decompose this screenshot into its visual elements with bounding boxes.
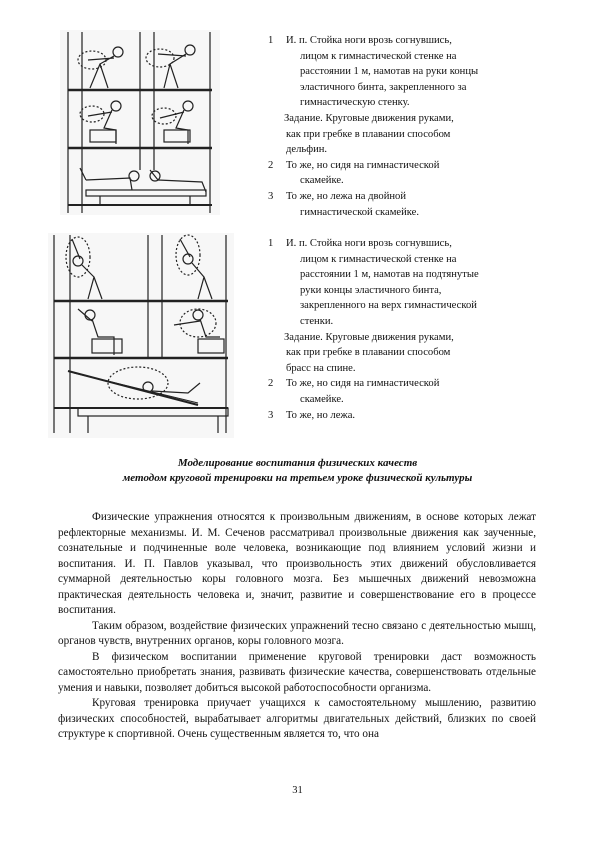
list-item-line: гимнастическую стенку. xyxy=(300,97,410,109)
paragraph: Таким образом, воздействие физических упражнений тесно связано с деятельностью мышц, органов чувств, внутренних органов, коры головного мозга. xyxy=(58,619,536,647)
list-item-line: То же, но сидя на гимнастической xyxy=(286,378,440,390)
list-item-number: 3 xyxy=(268,409,274,421)
paragraph: В физическом воспитании применение круговой тренировки даст возможность самостоятельно приобретать знания, развивать физические качества, совершенствовать отдельные умения и навыки, позволяет добиться высокой работоспособности организма. xyxy=(58,650,536,694)
list-item-line: руки концы эластичного бинта, xyxy=(300,284,442,296)
list-item-number: 3 xyxy=(268,190,274,202)
task-description xyxy=(268,330,568,377)
task-line: Задание. Круговые движения руками, xyxy=(284,331,454,343)
list-item-line: гимнастической скамейке. xyxy=(300,206,420,218)
list-item-number: 1 xyxy=(268,238,274,249)
section-heading-line: методом круговой тренировки на третьем уроке физической культуры xyxy=(122,472,473,484)
list-item-line: скамейке. xyxy=(300,393,344,405)
task-line: брасс на спине. xyxy=(286,362,356,374)
list-item-line: То же, но лежа на двойной xyxy=(286,190,407,202)
list-item-line: расстоянии 1 м, намотав на подтянутые xyxy=(300,269,479,281)
exercise-illustration-backstroke xyxy=(48,233,234,438)
paragraph: Круговая тренировка приучает учащихся к самостоятельному мышлению, развитию физических способностей, вырабатывает алгоритмы двигательных действий, близких по своей структуре к спортивной. Очень существенным является то, что она xyxy=(58,697,536,740)
page-number: 31 xyxy=(292,785,303,796)
list-item xyxy=(268,158,568,189)
list-item-line: И. п. Стойка ноги врозь согнувшись, xyxy=(286,238,452,249)
list-item-line: скамейке. xyxy=(300,175,344,187)
list-item xyxy=(268,408,568,424)
list-item-number: 2 xyxy=(268,378,274,390)
exercise-list-dolphin xyxy=(268,33,568,220)
list-item-line: закрепленного на верх гимнастической xyxy=(300,300,477,312)
body-text xyxy=(58,510,536,743)
task-line: Задание. Круговые движения руками, xyxy=(284,112,454,124)
list-item-line: эластичного бинта, закрепленного за xyxy=(300,81,467,93)
paragraph: Физические упражнения относятся к произвольным движениям, в основе которых лежат рефлекторные механизмы. И. М. Сеченов рассматривал произвольные движения как заученные, сознательные и подчиненные воле человека, возникающие под влиянием условий жизни и воспитания. И. П. Павлов указывал, что произвольность этих движений обусловливается суммарной деятельностью коры головного мозга. Без мышечных движений невозможна практическая деятельность человека и, значит, развитие и совершенствование его в процессе воспитания. xyxy=(58,511,536,616)
section-heading xyxy=(60,456,535,486)
list-item xyxy=(268,189,568,220)
task-line: дельфин. xyxy=(286,144,328,156)
list-item xyxy=(268,33,568,111)
task-line: как при гребке в плавании способом xyxy=(286,128,451,140)
exercise-list-backstroke xyxy=(268,236,568,423)
list-item xyxy=(268,376,568,407)
list-item-line: лицом к гимнастической стенке на xyxy=(300,253,457,265)
list-item-line: стенки. xyxy=(300,315,334,327)
exercise-illustration-dolphin xyxy=(60,30,220,215)
list-item-line: расстоянии 1 м, намотав на руки концы xyxy=(300,66,479,78)
list-item-number: 2 xyxy=(268,159,274,171)
section-heading-line: Моделирование воспитания физических качеств xyxy=(177,457,418,469)
list-item-line: То же, но лежа. xyxy=(286,409,356,421)
list-item-line: лицом к гимнастической стенке на xyxy=(300,50,457,62)
task-description xyxy=(268,111,568,158)
list-item-number: 1 xyxy=(268,35,274,46)
list-item-line: И. п. Стойка ноги врозь согнувшись, xyxy=(286,35,452,46)
task-line: как при гребке в плавании способом xyxy=(286,347,451,359)
list-item xyxy=(268,236,568,330)
list-item-line: То же, но сидя на гимнастической xyxy=(286,159,440,171)
